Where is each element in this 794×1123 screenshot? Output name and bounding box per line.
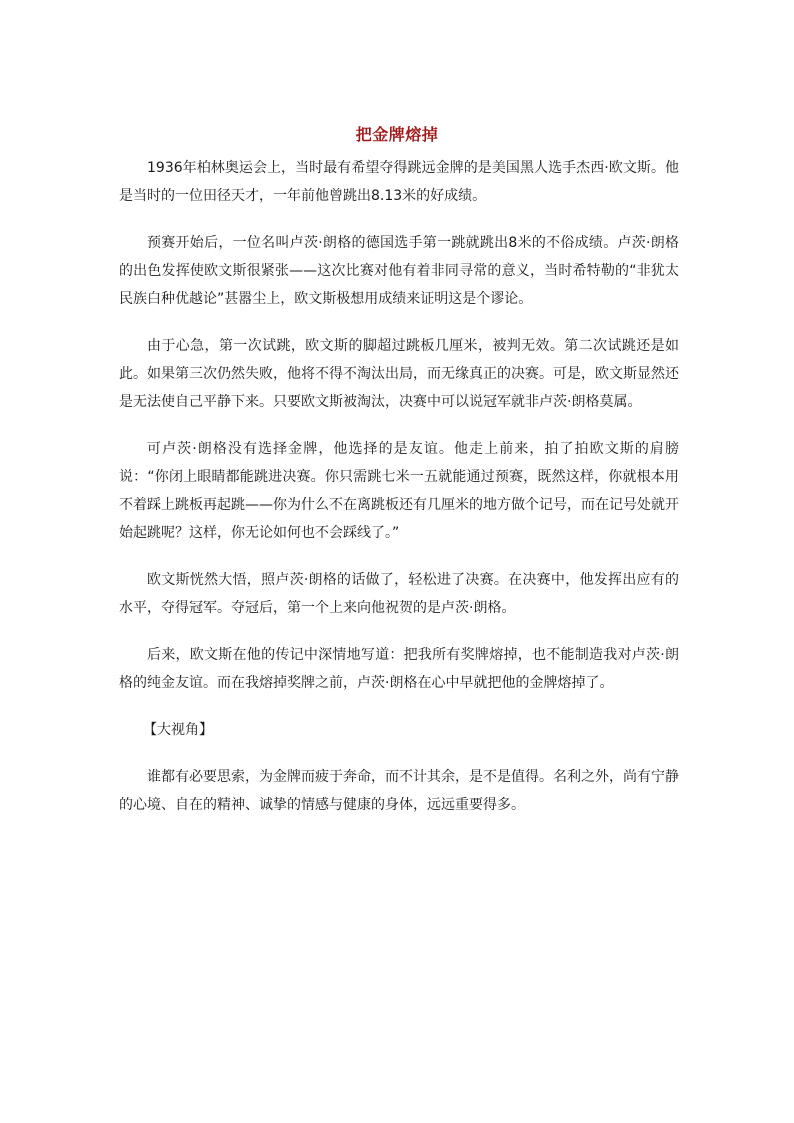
paragraph-4: 可卢茨·朗格没有选择金牌，他选择的是友谊。他走上前来，拍了拍欧文斯的肩膀说：“你闭上眼睛都能跳进决赛。你只需跳七米一五就能通过预赛，既然这样，你就根本用不着踩上跳板再起跳——你为什么不在离跳板还有几厘米的地方做个记号，而在记号处就开始起跳呢？这样，你无论如何也不会踩线了。” — [119, 441, 679, 541]
document-body — [119, 154, 679, 838]
section-heading: 【大视角】 — [143, 722, 213, 738]
paragraph-6: 后来，欧文斯在他的传记中深情地写道：把我所有奖牌熔掉，也不能制造我对卢茨·朗格的纯金友谊。而在我熔掉奖牌之前，卢茨·朗格在心中早就把他的金牌熔掉了。 — [119, 647, 679, 691]
paragraph-5: 欧文斯恍然大悟，照卢茨·朗格的话做了，轻松进了决赛。在决赛中，他发挥出应有的水平，夺得冠军。夺冠后，第一个上来向他祝贺的是卢茨·朗格。 — [119, 572, 679, 616]
paragraph-2: 预赛开始后，一位名叫卢茨·朗格的德国选手第一跳就跳出8米的不俗成绩。卢茨·朗格的出色发挥使欧文斯很紧张——这次比赛对他有着非同寻常的意义，当时希特勒的“非犹太民族白种优越论”甚嚣尘上，欧文斯极想用成绩来证明这是个谬论。 — [119, 235, 679, 307]
paragraph-1: 1936年柏林奥运会上，当时最有希望夺得跳远金牌的是美国黑人选手杰西·欧文斯。他是当时的一位田径天才，一年前他曾跳出8.13米的好成绩。 — [119, 160, 679, 204]
document-title: 把金牌熔掉 — [355, 125, 439, 144]
paragraph-3: 由于心急，第一次试跳，欧文斯的脚超过跳板几厘米，被判无效。第二次试跳还是如此。如果第三次仍然失败，他将不得不淘汰出局，而无缘真正的决赛。可是，欧文斯显然还是无法使自己平静下来。只要欧文斯被淘汰，决赛中可以说冠军就非卢茨·朗格莫属。 — [119, 338, 679, 410]
closing-paragraph: 谁都有必要思索，为金牌而疲于奔命，而不计其余，是不是值得。名利之外，尚有宁静的心境、自在的精神、诚挚的情感与健康的身体，远远重要得多。 — [119, 769, 679, 813]
